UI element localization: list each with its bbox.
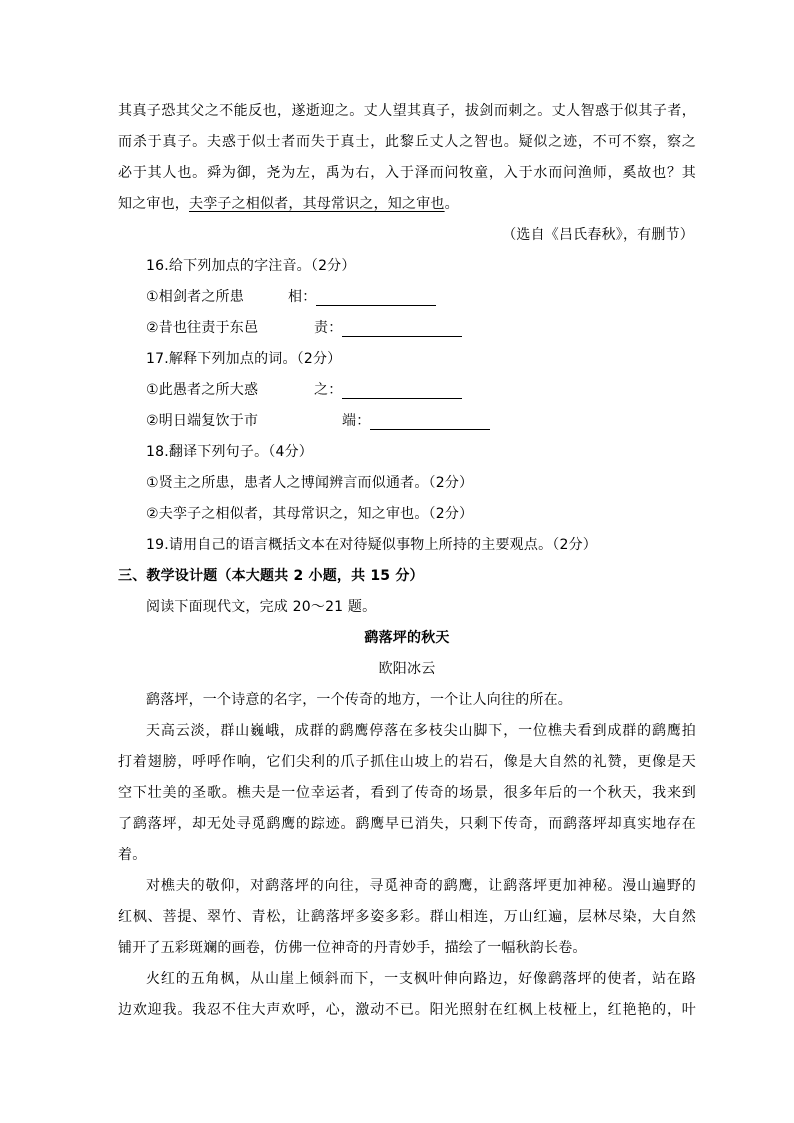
item-label: 责： bbox=[314, 320, 343, 336]
paragraph-2-line: 了鹞落坪，却无处寻觅鹞鹰的踪迹。鹞鹰早已消失，只剩下传奇，而鹞落坪却真实地存在 bbox=[118, 816, 696, 832]
passage-text: 。 bbox=[444, 196, 459, 212]
item-label: 之： bbox=[314, 382, 343, 398]
question-18-title: 18.翻译下列句子。（4分） bbox=[146, 444, 313, 460]
passage-line-last bbox=[118, 189, 696, 220]
question-19-title: 19.请用自己的语言概括文本在对待疑似事物上所持的主要观点。（2分） bbox=[146, 537, 597, 553]
answer-blank[interactable] bbox=[370, 413, 490, 430]
passage-line: 其真子恐其父之不能反也，遂逝迎之。丈人望其真子，拔剑而刺之。丈人智惑于似其子者， bbox=[118, 103, 696, 119]
answer-blank[interactable] bbox=[316, 289, 436, 306]
question-18-item-2: ②夫孪子之相似者，其母常识之，知之审也。（2分） bbox=[146, 506, 474, 522]
paragraph-4-line: 边欢迎我。我忍不住大声欢呼，心，激动不已。阳光照射在红枫上枝桠上，红艳艳的，叶 bbox=[118, 1002, 696, 1018]
item-label: 相： bbox=[288, 289, 317, 305]
source-citation: （选自《吕氏春秋》，有删节） bbox=[502, 227, 694, 243]
paragraph-3-line: 铺开了五彩斑斓的画卷，仿佛一位神奇的丹青妙手，描绘了一幅秋韵长卷。 bbox=[118, 940, 587, 956]
paragraph-4-line: 火红的五角枫，从山崖上倾斜而下，一支枫叶伸向路边，好像鹞落坪的使者，站在路 bbox=[146, 971, 696, 987]
question-16-item-2 bbox=[118, 313, 696, 344]
section-heading: 三、教学设计题（本大题共 2 小题，共 15 分） bbox=[118, 568, 424, 584]
answer-blank[interactable] bbox=[342, 382, 462, 399]
item-label: 端： bbox=[342, 413, 371, 429]
item-text: ②昔也往责于东邑 bbox=[146, 320, 259, 336]
paragraph-2-line: 天高云淡，群山巍峨，成群的鹞鹰停落在多枝尖山脚下，一位樵夫看到成群的鹞鹰拍 bbox=[146, 723, 696, 739]
paragraph-2-line: 着。 bbox=[118, 847, 147, 863]
passage-text: 知之审也， bbox=[118, 196, 189, 212]
paragraph-1-line: 鹞落坪，一个诗意的名字，一个传奇的地方，一个让人向往的所在。 bbox=[146, 692, 572, 708]
item-text: ②明日端复饮于市 bbox=[146, 413, 259, 429]
question-16-title: 16.给下列加点的字注音。（2分） bbox=[146, 258, 356, 274]
document-page bbox=[118, 96, 696, 1026]
question-17-title: 17.解释下列加点的词。（2分） bbox=[146, 351, 342, 367]
reading-instruction: 阅读下面现代文，完成 20～21 题。 bbox=[146, 599, 377, 615]
paragraph-2-line: 空下壮美的圣歌。樵夫是一位幸运者，看到了传奇的场景，很多年后的一个秋天，我来到 bbox=[118, 785, 696, 801]
article-title: 鹞落坪的秋天 bbox=[364, 630, 450, 646]
answer-blank[interactable] bbox=[342, 320, 462, 337]
article-author: 欧阳冰云 bbox=[378, 661, 436, 677]
passage-line: 必于其人也。舜为御，尧为左，禹为右，入于泽而问牧童，入于水而问渔师，奚故也？其 bbox=[118, 165, 696, 181]
underlined-sentence: 夫孪子之相似者，其母常识之，知之审也 bbox=[189, 196, 445, 212]
question-16-item-1 bbox=[118, 282, 696, 313]
item-text: ①相剑者之所患 bbox=[146, 289, 244, 305]
item-text: ①此愚者之所大惑 bbox=[146, 382, 259, 398]
passage-line: 而杀于真子。夫惑于似士者而失于真士，此黎丘丈人之智也。疑似之迹，不可不察，察之 bbox=[118, 134, 696, 150]
paragraph-3-line: 对樵夫的敬仰，对鹞落坪的向往，寻觅神奇的鹞鹰，让鹞落坪更加神秘。漫山遍野的 bbox=[146, 878, 696, 894]
paragraph-2-line: 打着翅膀，呼呼作响，它们尖利的爪子抓住山坡上的岩石，像是大自然的礼赞，更像是天 bbox=[118, 754, 696, 770]
question-17-item-2 bbox=[118, 406, 696, 437]
question-18-item-1: ①贤主之所患，患者人之博闻辨言而似通者。（2分） bbox=[146, 475, 474, 491]
question-17-item-1 bbox=[118, 375, 696, 406]
paragraph-3-line: 红枫、菩提、翠竹、青松，让鹞落坪多姿多彩。群山相连，万山红遍，层林尽染，大自然 bbox=[118, 909, 696, 925]
